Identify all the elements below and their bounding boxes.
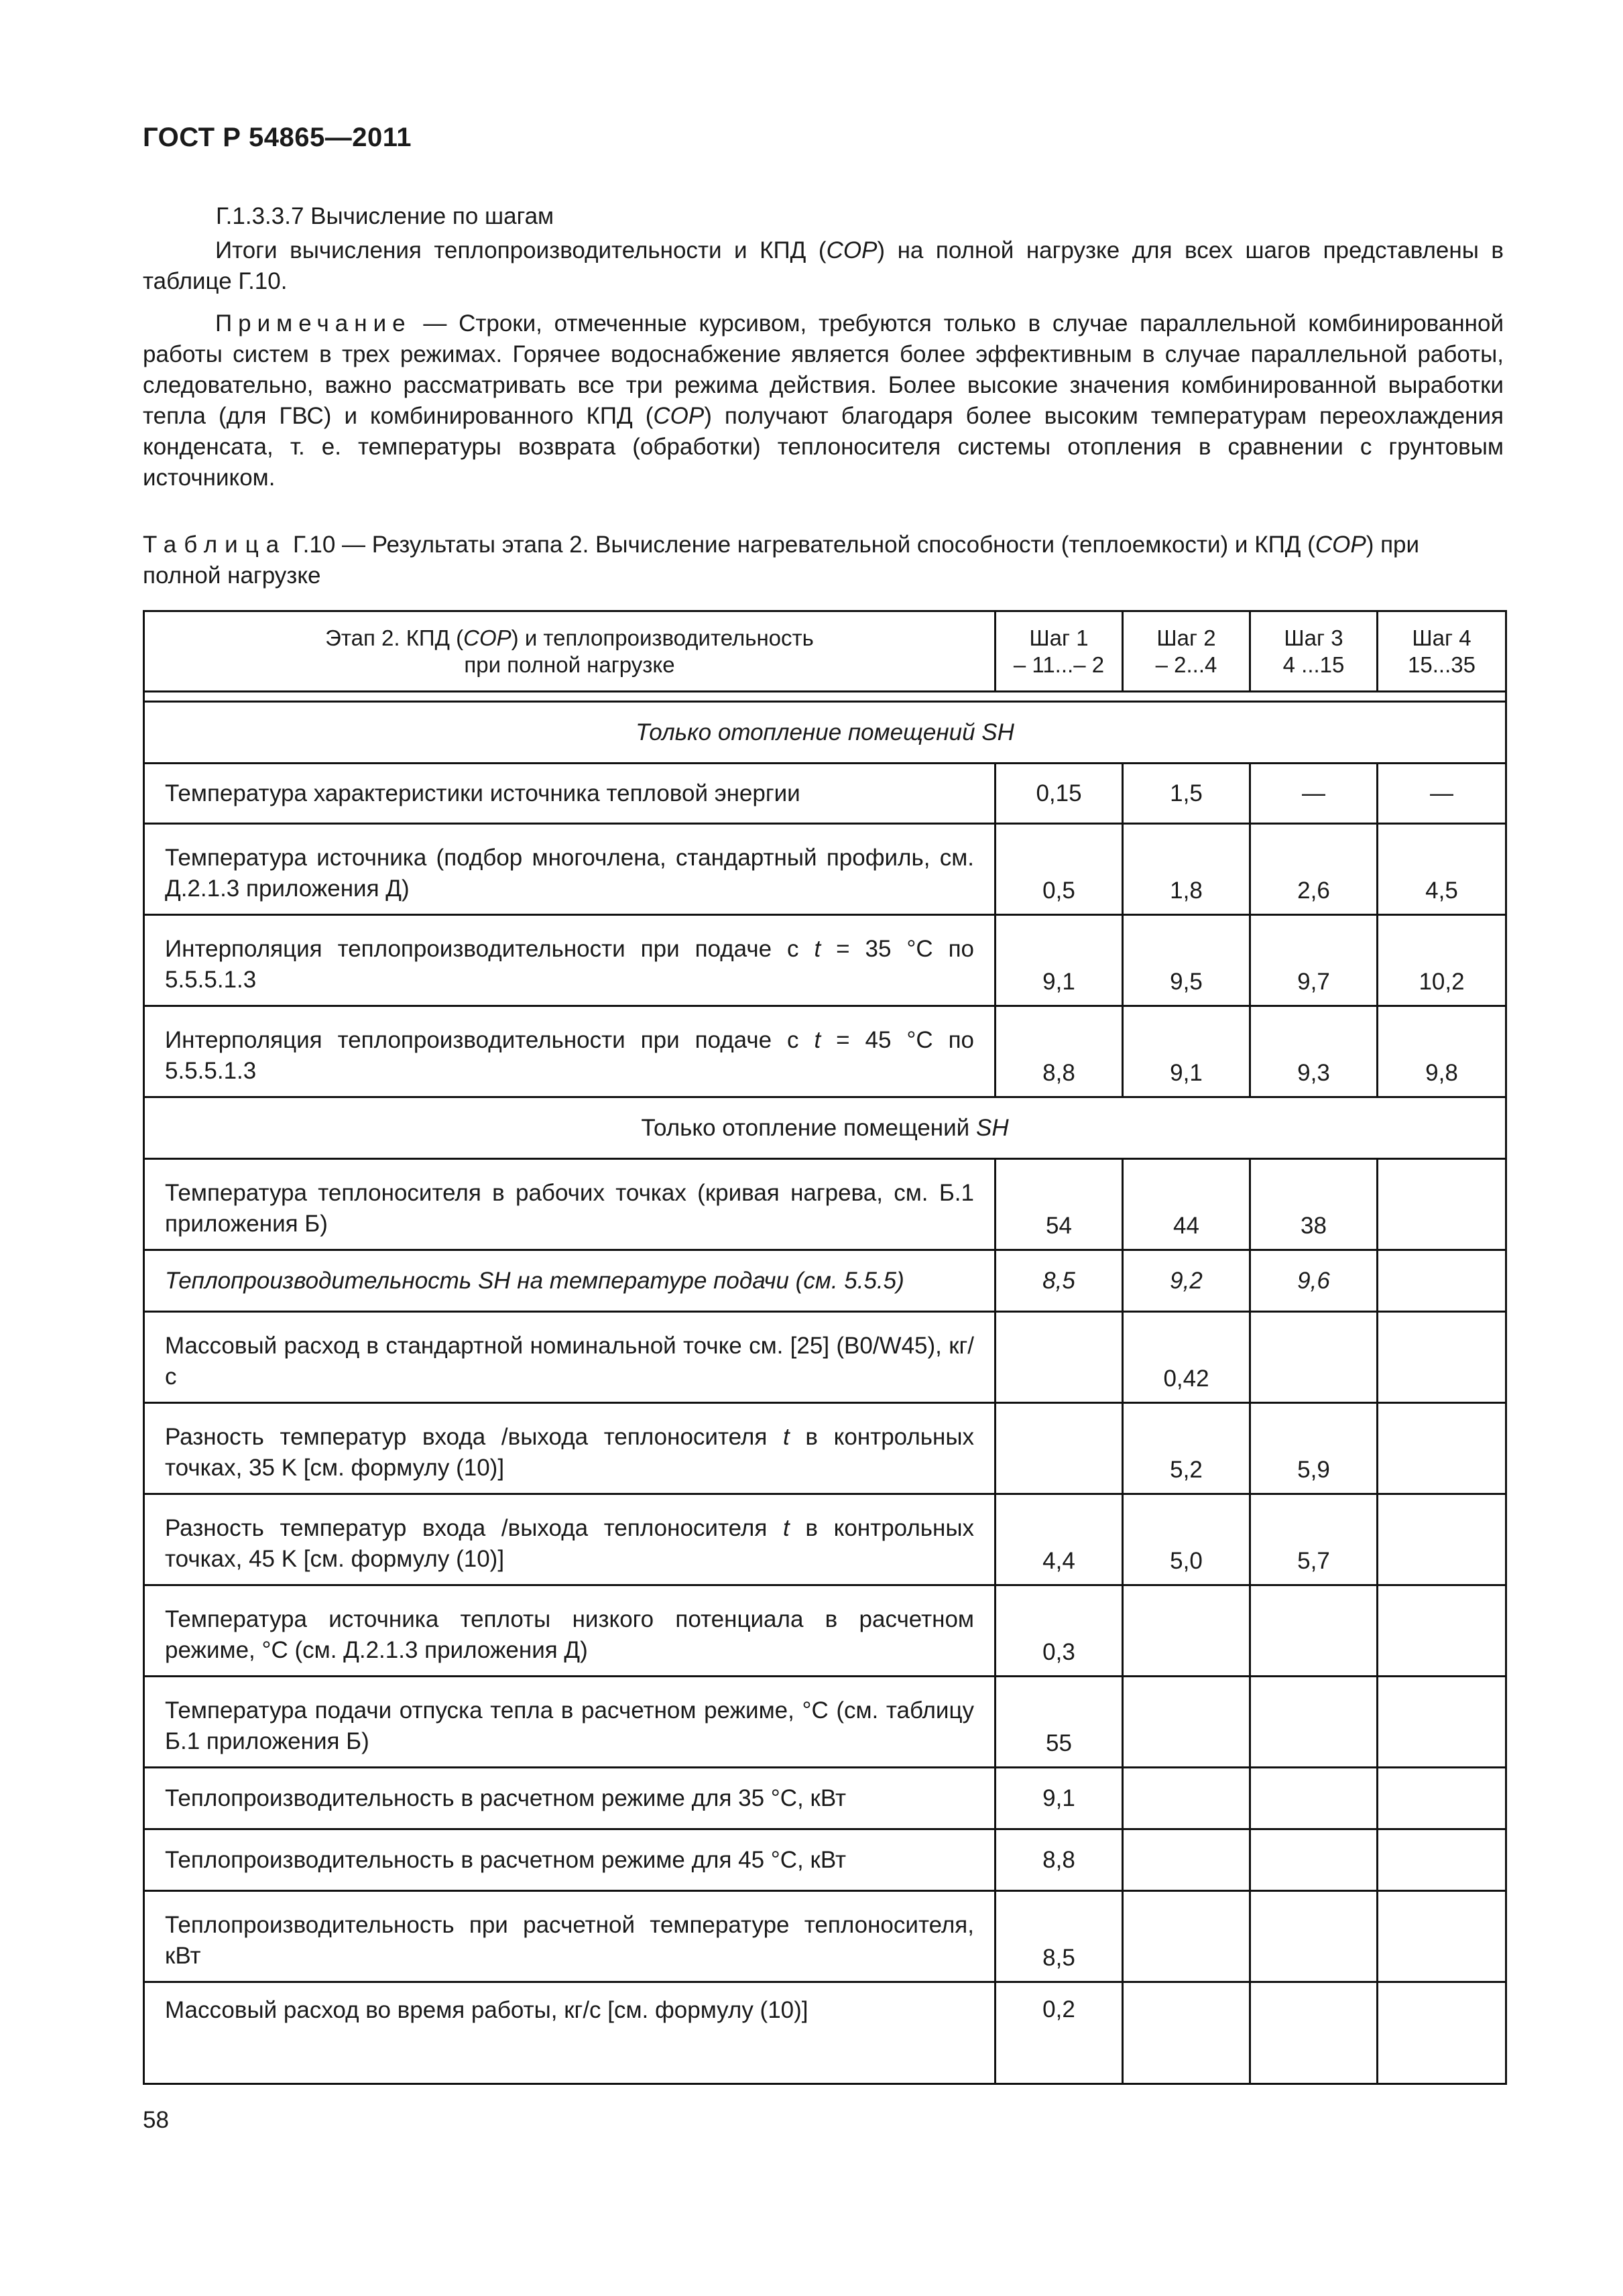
header-step-2: Шаг 2 – 2...4 — [1123, 611, 1250, 692]
table-row: Массовый расход во время работы, кг/с [см. формулу (10)] 0,2 — [144, 1982, 1506, 2084]
page-number: 58 — [143, 2107, 169, 2133]
table-row: Разность температур входа /выхода теплоносителя t в контрольных точках, 45 K [см. формулу (10)] 4,4 5,0 5,7 — [144, 1494, 1506, 1585]
note-label: Примечание — [215, 310, 412, 337]
table-header-row — [144, 611, 1506, 692]
header-stage: Этап 2. КПД (COP) и теплопроизводительность при полной нагрузке — [144, 611, 996, 692]
table-row: Интерполяция теплопроизводительности при подаче с t = 45 °С по 5.5.5.1.3 8,8 9,1 9,3 9,8 — [144, 1006, 1506, 1097]
section-heading: Г.1.3.3.7 Вычисление по шагам — [216, 203, 554, 229]
table-row: Температура источника теплоты низкого потенциала в расчетном режиме, °С (см. Д.2.1.3 приложения Д) 0,3 — [144, 1585, 1506, 1677]
header-step-3: Шаг 3 4 ...15 — [1250, 611, 1378, 692]
results-table — [143, 610, 1507, 2085]
header-step-1: Шаг 1 – 11...– 2 — [996, 611, 1123, 692]
table-row: Теплопроизводительность в расчетном режиме для 35 °С, кВт 9,1 — [144, 1768, 1506, 1829]
table-caption: Таблица Г.10 — Результаты этапа 2. Вычисление нагревательной способности (теплоемкости) и КПД (COP) при полной нагрузке — [143, 532, 1420, 589]
header-step-4: Шаг 4 15...35 — [1378, 611, 1506, 692]
table-row: Массовый расход в стандартной номинальной точке см. [25] (B0/W45), кг/с 0,42 — [144, 1312, 1506, 1403]
note-paragraph: Примечание — Строки, отмеченные курсивом, требуются только в случае параллельной комбинированной работы систем в трех режимах. Горячее водоснабжение является более эффективным в случае параллельной работы, следовательно, важно рассматривать все три режима действия. Более высокие значения комбинированной выработки тепла (для ГВС) и комбинированного КПД (COP) получают благодаря более высоким температурам переохлаждения конденсата, т. е. температуры возврата (обработки) теплоносителя системы отопления в сравнении с грунтовым источником. — [143, 310, 1504, 491]
table-row: Температура подачи отпуска тепла в расчетном режиме, °С (см. таблицу Б.1 приложения Б) 55 — [144, 1677, 1506, 1768]
document-code: ГОСТ Р 54865—2011 — [143, 123, 412, 152]
table-row: Теплопроизводительность в расчетном режиме для 45 °С, кВт 8,8 — [144, 1829, 1506, 1891]
table-row: Температура характеристики источника тепловой энергии 0,15 1,5 — — — [144, 764, 1506, 824]
table-row: Температура теплоносителя в рабочих точках (кривая нагрева, см. Б.1 приложения Б) 54 44 38 — [144, 1159, 1506, 1250]
table-row: Теплопроизводительность SH на температуре подачи (см. 5.5.5) 8,5 9,2 9,6 — [144, 1250, 1506, 1312]
table-row: Интерполяция теплопроизводительности при подаче с t = 35 °С по 5.5.5.1.3 9,1 9,5 9,7 10,2 — [144, 915, 1506, 1006]
table-row: Разность температур входа /выхода теплоносителя t в контрольных точках, 35 K [см. формулу (10)] 5,2 5,9 — [144, 1403, 1506, 1494]
intro-paragraph: Итоги вычисления теплопроизводительности и КПД (COP) на полной нагрузке для всех шагов представлены в таблице Г.10. — [143, 237, 1504, 294]
section-row: Только отопление помещений SH — [144, 702, 1506, 764]
section-row: Только отопление помещений SH — [144, 1097, 1506, 1159]
table-row: Теплопроизводительность при расчетной температуре теплоносителя, кВт 8,5 — [144, 1891, 1506, 1982]
table-row: Температура источника (подбор многочлена, стандартный профиль, см. Д.2.1.3 приложения Д) 0,5 1,8 2,6 4,5 — [144, 824, 1506, 915]
